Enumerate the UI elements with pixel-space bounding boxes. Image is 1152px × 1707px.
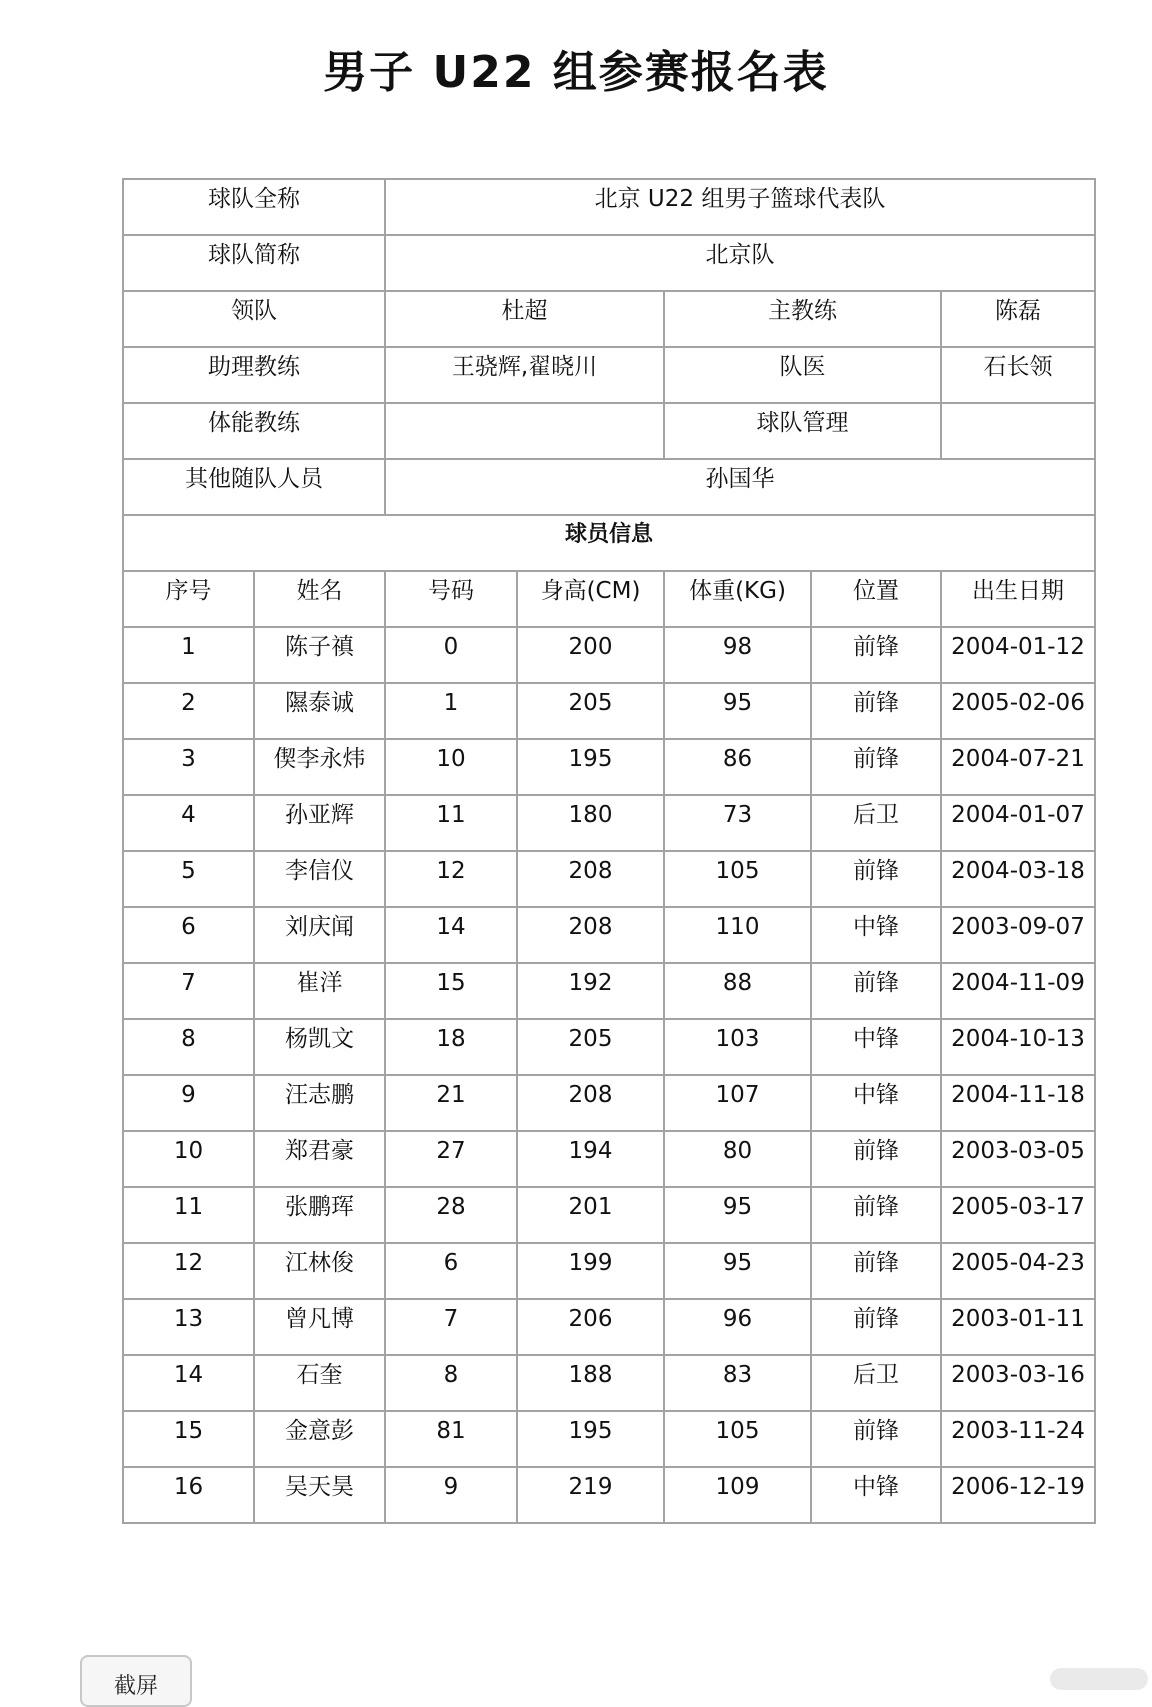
column-header: 姓名	[254, 571, 385, 627]
team-full-name-label: 球队全称	[123, 179, 385, 235]
player-birthdate: 2004-01-07	[941, 795, 1095, 851]
player-birthdate: 2004-11-09	[941, 963, 1095, 1019]
player-height: 208	[517, 851, 664, 907]
player-name: 偰李永炜	[254, 739, 385, 795]
player-name: 汪志鹏	[254, 1075, 385, 1131]
player-weight: 98	[664, 627, 811, 683]
player-height: 205	[517, 1019, 664, 1075]
player-number-seq: 10	[123, 1131, 254, 1187]
fitness-coach-label: 体能教练	[123, 403, 385, 459]
player-position: 前锋	[811, 1299, 941, 1355]
leader-label: 领队	[123, 291, 385, 347]
team-short-name-value: 北京队	[385, 235, 1095, 291]
player-jersey: 28	[385, 1187, 517, 1243]
player-birthdate: 2005-03-17	[941, 1187, 1095, 1243]
others-label: 其他随队人员	[123, 459, 385, 515]
player-number-seq: 4	[123, 795, 254, 851]
player-jersey: 15	[385, 963, 517, 1019]
leader-row	[123, 291, 1095, 347]
table-row	[123, 795, 1095, 851]
player-weight: 105	[664, 1411, 811, 1467]
fitness-coach-value	[385, 403, 664, 459]
player-height: 188	[517, 1355, 664, 1411]
table-row	[123, 1299, 1095, 1355]
player-weight: 80	[664, 1131, 811, 1187]
player-position: 前锋	[811, 1131, 941, 1187]
player-birthdate: 2004-03-18	[941, 851, 1095, 907]
player-jersey: 81	[385, 1411, 517, 1467]
page-title: 男子 U22 组参赛报名表	[323, 47, 829, 98]
player-position: 前锋	[811, 963, 941, 1019]
table-row	[123, 1019, 1095, 1075]
team-full-name-value: 北京 U22 组男子篮球代表队	[385, 179, 1095, 235]
player-position: 前锋	[811, 739, 941, 795]
manager-value	[941, 403, 1095, 459]
player-height: 199	[517, 1243, 664, 1299]
player-weight: 86	[664, 739, 811, 795]
table-row	[123, 851, 1095, 907]
player-jersey: 7	[385, 1299, 517, 1355]
player-height: 201	[517, 1187, 664, 1243]
player-birthdate: 2005-04-23	[941, 1243, 1095, 1299]
player-height: 205	[517, 683, 664, 739]
others-row	[123, 459, 1095, 515]
player-weight: 103	[664, 1019, 811, 1075]
player-jersey: 6	[385, 1243, 517, 1299]
player-name: 金意彭	[254, 1411, 385, 1467]
player-position: 中锋	[811, 1467, 941, 1523]
table-row	[123, 1411, 1095, 1467]
player-jersey: 11	[385, 795, 517, 851]
player-birthdate: 2005-02-06	[941, 683, 1095, 739]
player-birthdate: 2006-12-19	[941, 1467, 1095, 1523]
player-weight: 73	[664, 795, 811, 851]
team-short-name-row	[123, 235, 1095, 291]
column-header: 体重(KG)	[664, 571, 811, 627]
player-name: 李信仪	[254, 851, 385, 907]
manager-label: 球队管理	[664, 403, 941, 459]
team-short-name-label: 球队简称	[123, 235, 385, 291]
player-jersey: 12	[385, 851, 517, 907]
players-section-row	[123, 515, 1095, 571]
assistant-coach-label: 助理教练	[123, 347, 385, 403]
player-jersey: 27	[385, 1131, 517, 1187]
table-row	[123, 1355, 1095, 1411]
player-number-seq: 14	[123, 1355, 254, 1411]
player-birthdate: 2003-01-11	[941, 1299, 1095, 1355]
player-position: 后卫	[811, 1355, 941, 1411]
others-value: 孙国华	[385, 459, 1095, 515]
player-birthdate: 2003-03-05	[941, 1131, 1095, 1187]
player-weight: 109	[664, 1467, 811, 1523]
player-position: 前锋	[811, 683, 941, 739]
player-number-seq: 7	[123, 963, 254, 1019]
player-jersey: 18	[385, 1019, 517, 1075]
player-number-seq: 16	[123, 1467, 254, 1523]
player-weight: 95	[664, 1187, 811, 1243]
watermark-logo	[1050, 1668, 1148, 1690]
player-height: 208	[517, 1075, 664, 1131]
player-number-seq: 15	[123, 1411, 254, 1467]
player-number-seq: 13	[123, 1299, 254, 1355]
player-jersey: 8	[385, 1355, 517, 1411]
player-height: 195	[517, 1411, 664, 1467]
player-position: 前锋	[811, 1411, 941, 1467]
player-birthdate: 2003-11-24	[941, 1411, 1095, 1467]
table-row	[123, 1131, 1095, 1187]
player-name: 杨凯文	[254, 1019, 385, 1075]
player-height: 219	[517, 1467, 664, 1523]
leader-value: 杜超	[385, 291, 664, 347]
player-position: 中锋	[811, 907, 941, 963]
player-birthdate: 2004-07-21	[941, 739, 1095, 795]
player-weight: 83	[664, 1355, 811, 1411]
player-height: 194	[517, 1131, 664, 1187]
player-number-seq: 1	[123, 627, 254, 683]
column-header: 出生日期	[941, 571, 1095, 627]
player-jersey: 21	[385, 1075, 517, 1131]
fitness-row	[123, 403, 1095, 459]
player-jersey: 10	[385, 739, 517, 795]
player-number-seq: 5	[123, 851, 254, 907]
player-name: 吴天昊	[254, 1467, 385, 1523]
player-jersey: 1	[385, 683, 517, 739]
player-name: 孙亚辉	[254, 795, 385, 851]
player-position: 前锋	[811, 1187, 941, 1243]
player-weight: 110	[664, 907, 811, 963]
player-position: 中锋	[811, 1019, 941, 1075]
player-name: 崔洋	[254, 963, 385, 1019]
player-weight: 105	[664, 851, 811, 907]
player-height: 195	[517, 739, 664, 795]
player-position: 前锋	[811, 627, 941, 683]
player-name: 郑君豪	[254, 1131, 385, 1187]
player-position: 前锋	[811, 1243, 941, 1299]
head-coach-value: 陈磊	[941, 291, 1095, 347]
player-weight: 107	[664, 1075, 811, 1131]
table-row	[123, 1243, 1095, 1299]
column-header-row	[123, 571, 1095, 627]
column-header: 身高(CM)	[517, 571, 664, 627]
assistant-row	[123, 347, 1095, 403]
player-weight: 95	[664, 683, 811, 739]
player-name: 张鹏珲	[254, 1187, 385, 1243]
player-jersey: 14	[385, 907, 517, 963]
player-birthdate: 2003-09-07	[941, 907, 1095, 963]
column-header: 位置	[811, 571, 941, 627]
player-number-seq: 2	[123, 683, 254, 739]
screenshot-button[interactable]: 截屏	[80, 1655, 192, 1707]
player-weight: 95	[664, 1243, 811, 1299]
player-birthdate: 2003-03-16	[941, 1355, 1095, 1411]
table-row	[123, 1187, 1095, 1243]
table-row	[123, 627, 1095, 683]
player-number-seq: 3	[123, 739, 254, 795]
player-name: 江林俊	[254, 1243, 385, 1299]
registration-table	[122, 178, 1096, 1524]
player-number-seq: 8	[123, 1019, 254, 1075]
player-height: 180	[517, 795, 664, 851]
assistant-coach-value: 王骁辉,翟晓川	[385, 347, 664, 403]
player-jersey: 9	[385, 1467, 517, 1523]
player-number-seq: 9	[123, 1075, 254, 1131]
player-position: 后卫	[811, 795, 941, 851]
player-height: 208	[517, 907, 664, 963]
player-weight: 88	[664, 963, 811, 1019]
table-row	[123, 1075, 1095, 1131]
player-name: 石奎	[254, 1355, 385, 1411]
player-position: 前锋	[811, 851, 941, 907]
players-section-title: 球员信息	[123, 515, 1095, 571]
doctor-label: 队医	[664, 347, 941, 403]
column-header: 号码	[385, 571, 517, 627]
player-number-seq: 11	[123, 1187, 254, 1243]
player-birthdate: 2004-11-18	[941, 1075, 1095, 1131]
player-weight: 96	[664, 1299, 811, 1355]
table-row	[123, 739, 1095, 795]
player-height: 200	[517, 627, 664, 683]
team-full-name-row	[123, 179, 1095, 235]
player-name: 陈子禛	[254, 627, 385, 683]
head-coach-label: 主教练	[664, 291, 941, 347]
player-name: 隰泰诚	[254, 683, 385, 739]
player-birthdate: 2004-01-12	[941, 627, 1095, 683]
doctor-value: 石长领	[941, 347, 1095, 403]
player-number-seq: 6	[123, 907, 254, 963]
table-row	[123, 907, 1095, 963]
player-height: 192	[517, 963, 664, 1019]
player-jersey: 0	[385, 627, 517, 683]
table-row	[123, 1467, 1095, 1523]
player-height: 206	[517, 1299, 664, 1355]
player-name: 曾凡博	[254, 1299, 385, 1355]
player-position: 中锋	[811, 1075, 941, 1131]
player-birthdate: 2004-10-13	[941, 1019, 1095, 1075]
table-row	[123, 683, 1095, 739]
player-name: 刘庆闻	[254, 907, 385, 963]
column-header: 序号	[123, 571, 254, 627]
table-row	[123, 963, 1095, 1019]
player-number-seq: 12	[123, 1243, 254, 1299]
